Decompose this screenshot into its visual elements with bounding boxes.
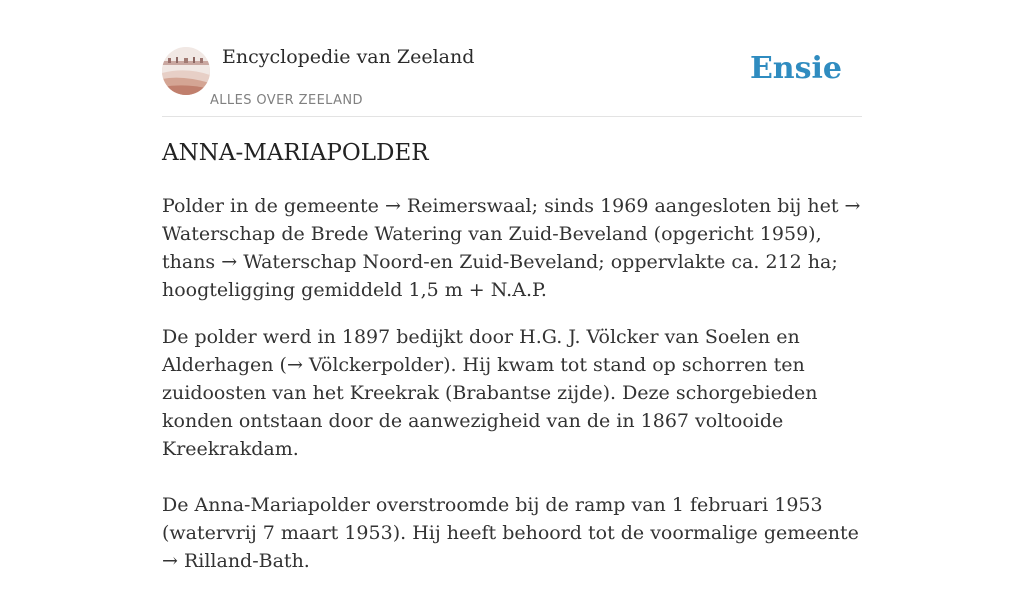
link-reimerswaal[interactable]: Reimerswaal xyxy=(400,195,532,217)
page-container xyxy=(162,0,862,572)
link-arrow-icon: → xyxy=(844,195,861,217)
paragraph-2 xyxy=(162,323,862,463)
text: ; oppervlakte ca. 212 ha; hoogteligging gemiddeld 1,5 m + N.A.P. xyxy=(162,251,838,301)
link-waterschap-brede-watering[interactable]: Waterschap de Brede Watering van Zuid-Beveland xyxy=(162,223,648,245)
link-arrow-icon: → xyxy=(221,251,238,273)
avatar-image-icon xyxy=(162,47,210,95)
site-name[interactable]: Encyclopedie van Zeeland xyxy=(222,46,475,68)
link-rilland-bath[interactable]: Rilland-Bath. xyxy=(177,550,310,572)
site-tagline[interactable]: ALLES OVER ZEELAND xyxy=(210,93,363,108)
ensie-logo-link[interactable]: Ensie xyxy=(749,51,842,86)
paragraph-3 xyxy=(162,491,862,575)
article-title: ANNA-MARIAPOLDER xyxy=(162,140,429,166)
text: ; sinds 1969 aangesloten bij het xyxy=(531,195,845,217)
paragraph-1 xyxy=(162,192,862,304)
site-avatar[interactable] xyxy=(162,47,210,95)
text: De polder werd in 1897 bedijkt door H.G. J. Völcker van Soelen en Alderhagen ( xyxy=(162,326,800,376)
link-arrow-icon: → xyxy=(286,354,303,376)
text: ). Hij kwam tot stand op schorren ten zuidoosten van het Kreekrak (Brabantse zijde). Deze schorgebieden konden ontstaan door de aanwezigheid van de in 1867 voltooide Kreekrakdam. xyxy=(162,354,818,460)
link-arrow-icon: → xyxy=(384,195,401,217)
text: (opgericht 1959), thans xyxy=(162,223,822,273)
link-arrow-icon: → xyxy=(162,550,178,572)
site-header xyxy=(162,0,862,117)
link-waterschap-noord-zuid-beveland[interactable]: Waterschap Noord-en Zuid-Beveland xyxy=(237,251,599,273)
article-body xyxy=(162,192,862,594)
text: De Anna-Mariapolder overstroomde bij de ramp van 1 februari 1953 (watervrij 7 maart 1953). Hij heeft behoord tot de voormalige gemeente xyxy=(162,494,859,544)
text: Polder in de gemeente xyxy=(162,195,385,217)
link-volckerpolder[interactable]: Völckerpolder xyxy=(302,354,444,376)
